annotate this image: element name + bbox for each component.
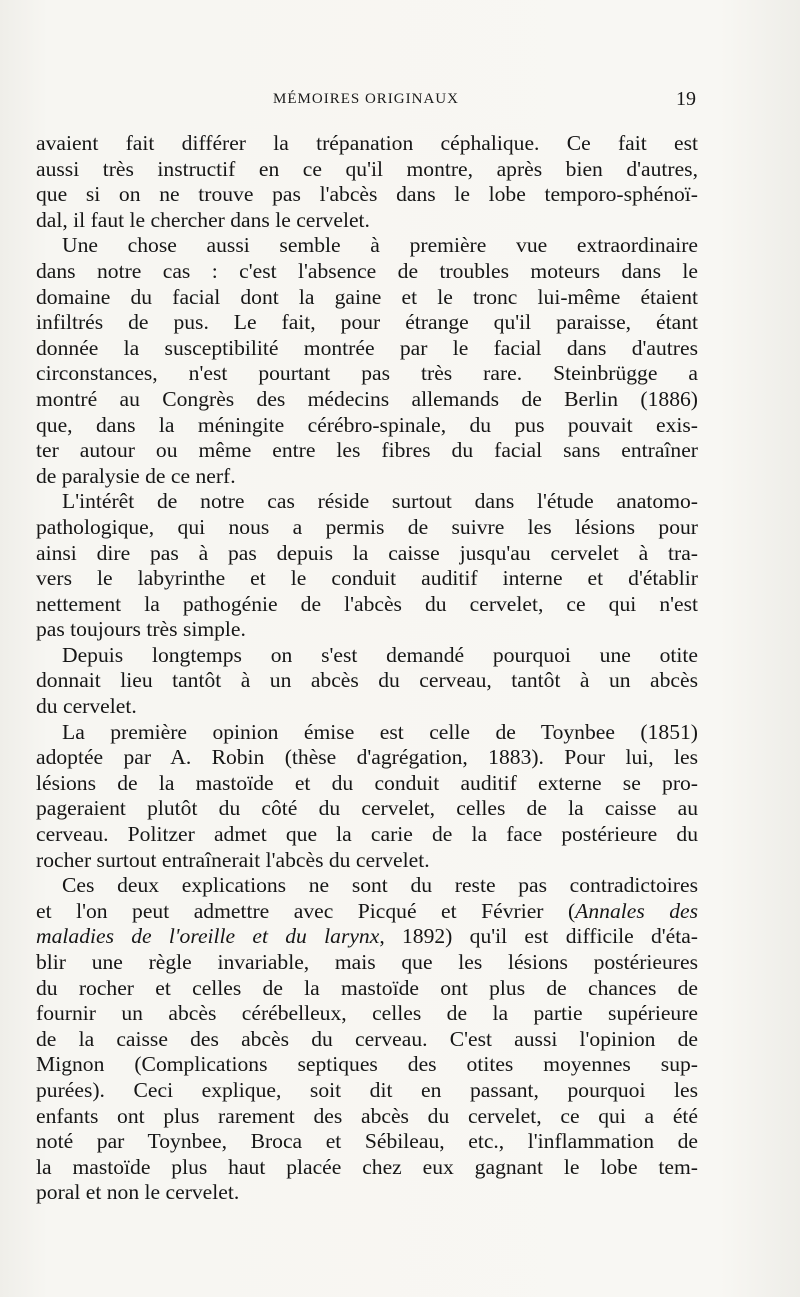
text-line: du cervelet.	[36, 694, 137, 719]
text-line: ter autour ou même entre les fibres du facial sans entraîner	[36, 438, 698, 463]
text-line: pas toujours très simple.	[36, 617, 246, 642]
paragraph	[36, 720, 698, 874]
text-line: Depuis longtemps on s'est demandé pourquoi une otite	[62, 642, 698, 667]
text-line: nettement la pathogénie de l'abcès du cervelet, ce qui n'est	[36, 591, 698, 616]
text-line: domaine du facial dont la gaine et le tronc lui-même étaient	[36, 284, 698, 309]
text-line: que, dans la méningite cérébro-spinale, du pus pouvait exis-	[36, 412, 698, 437]
text-line: purées). Ceci explique, soit dit en passant, pourquoi les	[36, 1077, 698, 1102]
text-line: donnée la susceptibilité montrée par le facial dans d'autres	[36, 335, 698, 360]
text-line: pathologique, qui nous a permis de suivre les lésions pour	[36, 514, 698, 539]
text-line: La première opinion émise est celle de Toynbee (1851)	[62, 719, 698, 744]
text-line: blir une règle invariable, mais que les lésions postérieures	[36, 950, 698, 974]
text-line: noté par Toynbee, Broca et Sébileau, etc., l'inflammation de	[36, 1129, 698, 1154]
text-line: Une chose aussi semble à première vue extraordinaire	[62, 233, 698, 258]
text-line: adoptée par A. Robin (thèse d'agrégation, 1883). Pour lui, les	[36, 745, 698, 770]
text-line: fournir un abcès cérébelleux, celles de la partie supérieure	[36, 1001, 698, 1026]
page-number: 19	[676, 88, 696, 110]
text-line: dans notre cas : c'est l'absence de troubles moteurs dans le	[36, 258, 698, 283]
paragraph	[36, 131, 698, 233]
page-header	[36, 88, 696, 112]
text-line: Mignon (Complications septiques des otites moyennes sup-	[36, 1052, 698, 1077]
text-line: que si on ne trouve pas l'abcès dans le lobe temporo-sphénoï-	[36, 182, 698, 207]
text-line: donnait lieu tantôt à un abcès du cerveau, tantôt à un abcès	[36, 668, 698, 693]
text-line: pageraient plutôt du côté du cervelet, celles de la caisse au	[36, 796, 698, 821]
text-line: aussi très instructif en ce qu'il montre, après bien d'autres,	[36, 156, 698, 181]
text-line: vers le labyrinthe et le conduit auditif interne et d'établir	[36, 566, 698, 591]
text-line: maladies de l'oreille et du larynx, 1892) qu'il est difficile d'éta-	[36, 924, 698, 949]
paragraph	[36, 233, 698, 489]
text-line: circonstances, n'est pourtant pas très rare. Steinbrügge a	[36, 361, 698, 386]
text-line: et l'on peut admettre avec Picqué et Février (Annales des	[36, 898, 698, 923]
text-line: enfants ont plus rarement des abcès du cervelet, ce qui a été	[36, 1103, 698, 1128]
paragraph	[36, 873, 698, 1206]
text-line: ainsi dire pas à pas depuis la caisse jusqu'au cervelet à tra-	[36, 540, 698, 565]
text-line: avaient fait différer la trépanation céphalique. Ce fait est	[36, 131, 698, 155]
text-line: L'intérêt de notre cas réside surtout dans l'étude anatomo-	[62, 489, 698, 514]
text-line: de paralysie de ce nerf.	[36, 463, 236, 488]
text-line: cerveau. Politzer admet que la carie de la face postérieure du	[36, 822, 698, 847]
text-line: rocher surtout entraînerait l'abcès du cervelet.	[36, 847, 430, 872]
text-line: lésions de la mastoïde et du conduit auditif externe se pro-	[36, 770, 698, 795]
text-line: Ces deux explications ne sont du reste pas contradictoires	[62, 873, 698, 898]
text-line: de la caisse des abcès du cerveau. C'est aussi l'opinion de	[36, 1026, 698, 1051]
text-line: infiltrés de pus. Le fait, pour étrange qu'il paraisse, étant	[36, 310, 698, 335]
text-line: dal, il faut le chercher dans le cervelet.	[36, 207, 370, 232]
text-line: la mastoïde plus haut placée chez eux gagnant le lobe tem-	[36, 1154, 698, 1179]
paragraph	[36, 643, 698, 720]
paragraph	[36, 489, 698, 643]
text-line: du rocher et celles de la mastoïde ont plus de chances de	[36, 975, 698, 1000]
running-head: MÉMOIRES ORIGINAUX	[273, 91, 459, 107]
text-line: montré au Congrès des médecins allemands de Berlin (1886)	[36, 386, 698, 411]
text-line: poral et non le cervelet.	[36, 1180, 240, 1205]
body-text	[36, 131, 698, 1206]
